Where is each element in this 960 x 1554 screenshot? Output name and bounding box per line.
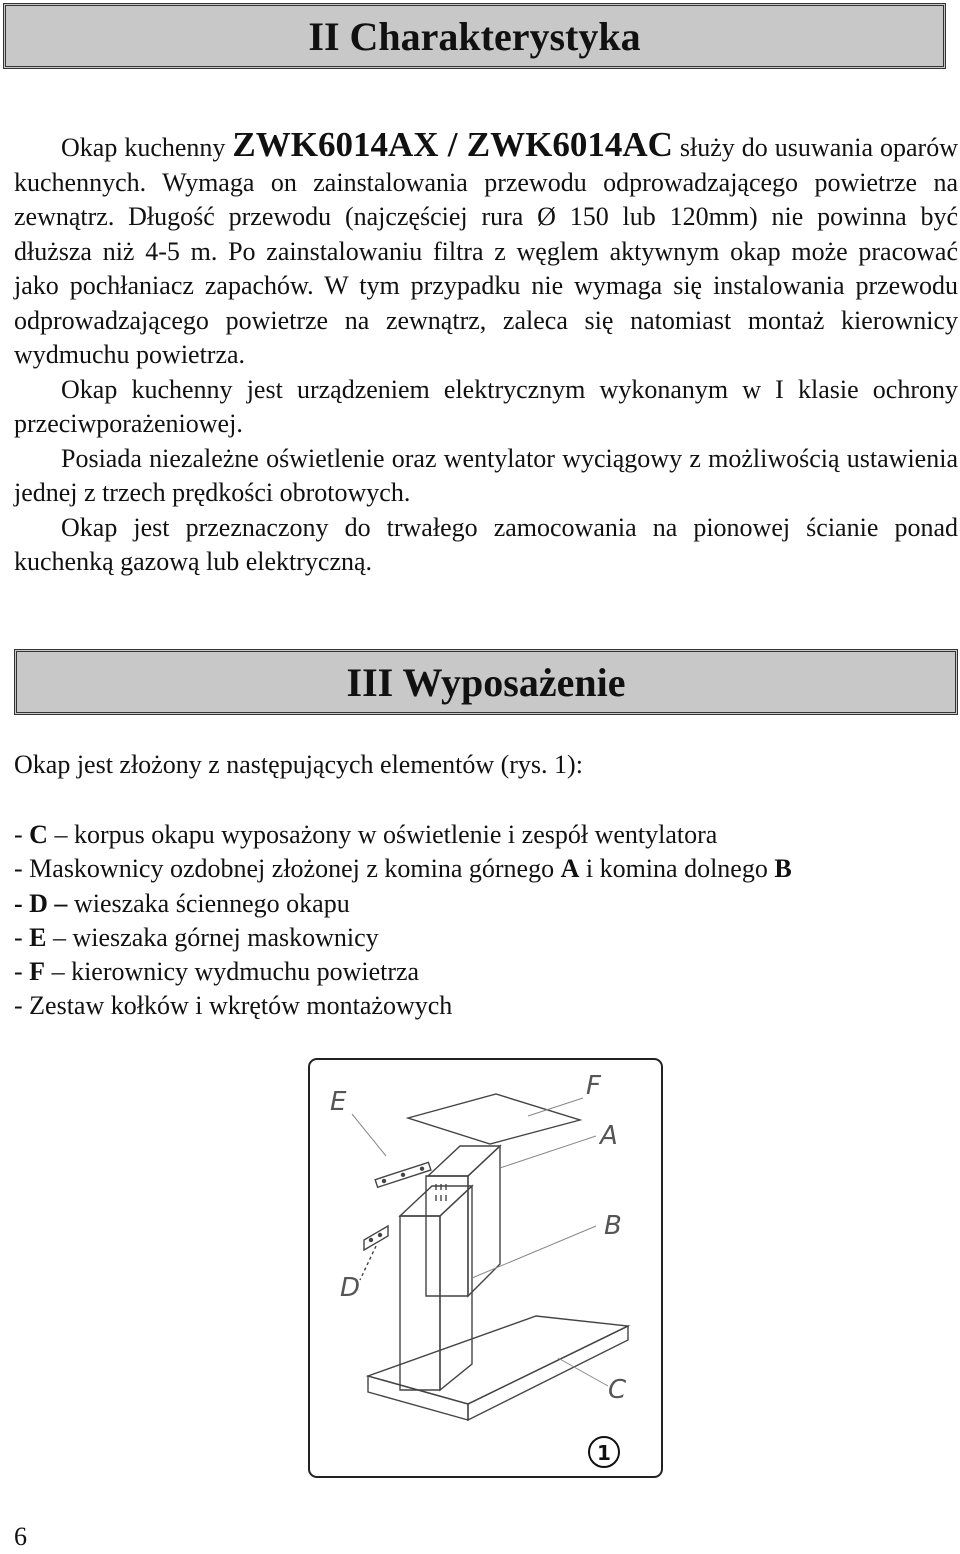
model-name: ZWK6014AX / ZWK6014AC [232,125,673,164]
hood-assembly-figure [308,1058,664,1480]
figure-number: 1 [597,1441,611,1465]
label-b: B [604,1211,622,1241]
p1-pre: Okap kuchenny [61,133,233,162]
section-2-body [14,125,958,580]
paragraph-4: Okap jest przeznaczony do trwałego zamocowania na pionowej ścianie ponad kuchenką gazową lub elektryczną. [14,512,958,576]
section-3-heading-box [14,649,958,715]
section-2-title: II Charakterystyka [308,13,641,59]
equipment-intro: Okap jest złożony z następujących elementów (rys. 1): [14,750,583,779]
hood-body-c [368,1316,628,1420]
wall-hanger-d [360,1226,388,1280]
p1-post: służy do usuwania oparów kuchennych. Wymaga on zainstalowania przewodu odprowadzającego powietrze na zewnątrz. Długość przewodu (najczęściej rura Ø 150 lub 120mm) nie powinna być dłuższa niż 4-5 m. Po zainstalowaniu filtra z węglem aktywnym okap może pracować jako pochłaniacz zapachów. W tym przypadku nie wymaga się instalowania przewodu odprowadzającego powietrze na zewnątrz, zaleca się natomiast montaż kierownicy wydmuchu powietrza. [14,133,958,369]
label-e: E [330,1087,347,1117]
list-item: - F – kierownicy wydmuchu powietrza [14,957,420,987]
bracket-e [375,1162,431,1187]
section-2-heading-box [3,3,946,69]
list-item: - E – wieszaka górnej maskownicy [14,922,379,952]
page-number: 6 [14,1522,27,1551]
list-item: - Maskownicy ozdobnej złożonej z komina górnego A i komina dolnego B [14,854,792,884]
paragraph-2: Okap kuchenny jest urządzeniem elektrycznym wykonanym w I klasie ochrony przeciwporażeniowej. [14,374,958,438]
label-a: A [600,1121,618,1151]
deflector-plate-f [408,1094,580,1144]
label-d: D [340,1273,361,1303]
list-item: - C – korpus okapu wyposażony w oświetlenie i zespół wentylatora [14,820,718,849]
list-item: - Zestaw kołków i wkrętów montażowych [14,991,453,1021]
paragraph-3: Posiada niezależne oświetlenie oraz wentylator wyciągowy z możliwością ustawienia jednej z trzech prędkości obrotowych. [14,443,958,507]
list-item: - D – wieszaka ściennego okapu [14,888,350,918]
equipment-list [14,818,792,1024]
label-c: C [608,1375,627,1405]
lower-chimney-b [400,1186,472,1390]
label-f: F [586,1071,601,1101]
section-3-title: III Wyposażenie [346,659,626,705]
upper-chimney-a [426,1146,500,1296]
